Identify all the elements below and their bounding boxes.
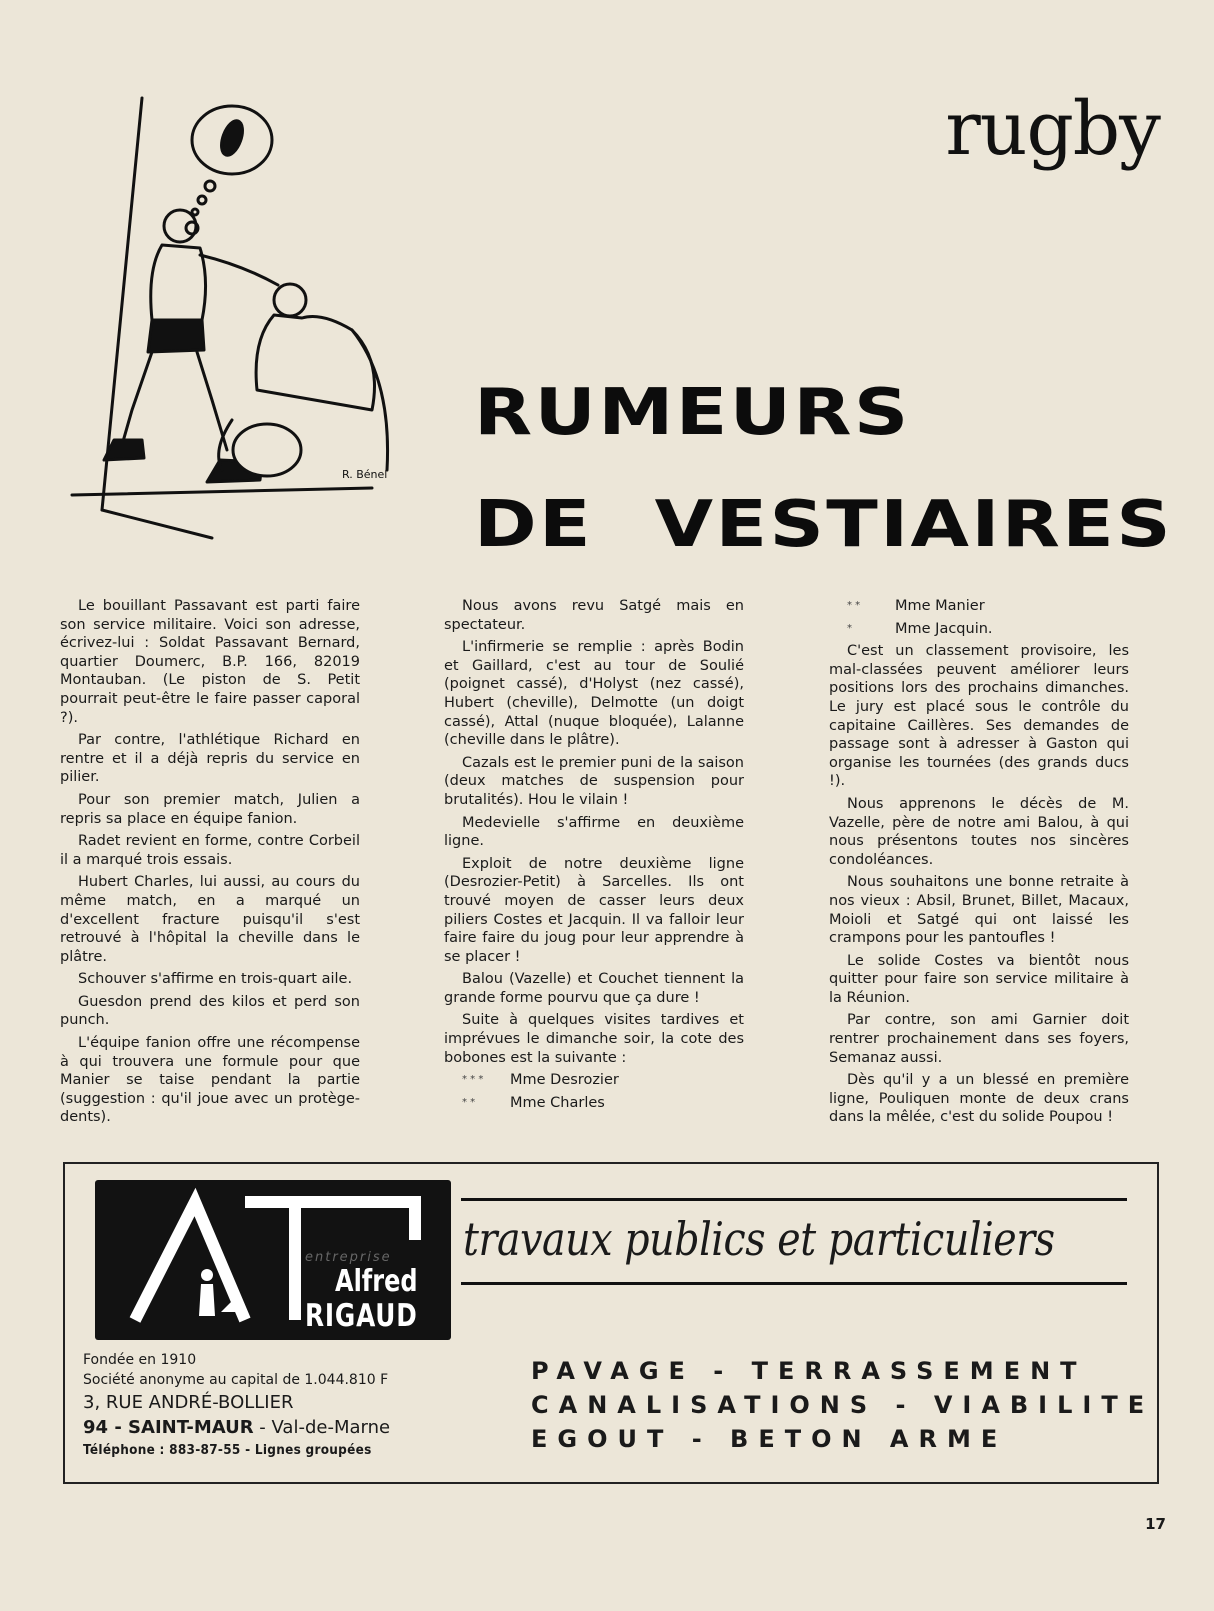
ranking-entry [444,1094,744,1113]
street-address: 3, RUE ANDRÉ-BOLLIER [83,1392,294,1413]
paragraph: L'équipe fanion offre une récompense à qui trouvera une formule pour que Manier se taise pendant la partie (suggestion : qu'il joue avec un protège-dents). [60,1035,360,1126]
bottom-rule [461,1282,1127,1285]
headline-line1: RUMEURS [474,376,911,450]
paragraph: Balou (Vazelle) et Couchet tiennent la grande forme pourvu que ça dure ! [444,971,744,1006]
paragraph: Nous souhaitons une bonne retraite à nos vieux : Absil, Brunet, Billet, Macaux, Moioli et Satgé qui ont laissé les crampons pour les pantoufles ! [829,874,1129,947]
logo-name-last: RIGAUD [305,1298,418,1334]
paragraph: Exploit de notre deuxième ligne (Desrozier-Petit) à Sarcelles. Ils ont trouvé moyen de casser leurs deux piliers Costes et Jacquin. Il va falloir leur faire faire du joug pour leur apprendre à se placer ! [444,855,744,965]
paragraph: Schouver s'affirme en trois-quart aile. [78,971,353,988]
paragraph: Dès qu'il y a un blessé en première ligne, Pouliquen monte de deux crans dans la mêlée, c'est du solide Poupou ! [829,1072,1129,1126]
ranking-name: Mme Desrozier [510,1072,619,1089]
paragraph: Nous apprenons le décès de M. Vazelle, père de notre ami Balou, à qui nous présentons toutes nos sincères condoléances. [829,795,1129,868]
ranking-entry [444,1071,744,1090]
paragraph: Medevielle s'affirme en deuxième ligne. [444,814,744,850]
advertisement-box [63,1162,1159,1484]
logo-subtitle: entreprise [305,1250,392,1265]
paragraph: Guesdon prend des kilos et perd son punch. [60,993,360,1029]
paragraph: Suite à quelques visites tardives et imprévues le dimanche soir, la cote des bobones est la suivante : [444,1012,744,1066]
service-line: PAVAGE - TERRASSEMENT [531,1357,1087,1385]
paragraph: Pour son premier match, Julien a repris sa place en équipe fanion. [60,791,360,827]
ranking-name: Mme Jacquin. [895,620,993,637]
services-list [531,1354,1154,1456]
ranking-entry [829,620,1129,639]
paragraph: Cazals est le premier puni de la saison (deux matches de suspension pour brutalités). Hou le vilain ! [444,754,744,808]
ranking-stars: * * [462,1096,476,1108]
company-logo [95,1180,451,1340]
ranking-stars: * * [847,600,861,611]
service-line: EGOUT - BETON ARME [531,1425,1008,1453]
service-line: CANALISATIONS - VIABILITE [531,1391,1155,1419]
paragraph: C'est un classement provisoire, les mal-classées peuvent améliorer leurs positions lors des prochains dimanches. Le jury est placé sous le contrôle du capitaine Caillères. Ses demandes de passage sont à adresser à Gaston qui organise les tournées (des grands ducs !). [829,643,1129,790]
company-details [83,1350,443,1461]
top-rule [461,1198,1127,1201]
founded-text: Fondée en 1910 [83,1352,197,1368]
ranking-stars: * * * [462,1074,484,1086]
city-line [83,1415,443,1440]
page-number: 17 [1145,1515,1166,1533]
paragraph: Le solide Costes va bientôt nous quitter pour faire son service militaire à la Réunion. [829,952,1129,1006]
ad-slogan: travaux publics et particuliers [463,1212,1055,1266]
city-code: 94 - SAINT-MAUR [83,1417,254,1438]
section-label: rugby [945,86,1160,172]
article-column-1 [60,597,360,1131]
cartoon-signature: R. Bénel [342,468,388,481]
paragraph: Par contre, son ami Garnier doit rentrer prochainement dans ses foyers, Semanaz aussi. [829,1012,1129,1066]
capital-text: Société anonyme au capital de 1.044.810 F [83,1372,389,1388]
paragraph: Par contre, l'athlétique Richard en rentre et il a déjà repris du service en pilier. [60,732,360,786]
logo-name-first: Alfred [335,1264,418,1299]
ranking-name: Mme Manier [895,598,985,614]
ranking-entry [829,597,1129,616]
article-column-2 [444,597,744,1116]
headline-line2: DE VESTIAIRES [474,488,1174,562]
article-column-3 [829,597,1129,1131]
paragraph: Le bouillant Passavant est parti faire son service militaire. Voici son adresse, écrivez-lui : Soldat Passavant Bernard, quartier Doumerc, B.P. 166, 82019 Montauban. (Le piston de S. Petit pourrait peut-être le faire passer caporal ?). [60,598,360,726]
rugby-cartoon-illustration [52,90,432,550]
paragraph: Radet revient en forme, contre Corbeil il a marqué trois essais. [60,833,360,868]
paragraph: Hubert Charles, lui aussi, au cours du même match, en a marqué un d'excellent fracture puisqu'il s'est retrouvé à l'hôpital la cheville dans le plâtre. [60,874,360,965]
city-region: - Val-de-Marne [253,1417,391,1438]
paragraph: L'infirmerie se remplie : après Bodin et Gaillard, c'est au tour de Soulié (poignet cassé), d'Holyst (nez cassé), Hubert (cheville), Delmotte (un doigt cassé), Attal (nuque bloquée), Lalanne (cheville dans le plâtre). [444,639,744,749]
ranking-name: Mme Charles [510,1094,605,1111]
ranking-stars: * [847,622,852,634]
paragraph: Nous avons revu Satgé mais en spectateur. [444,598,744,633]
phone-line: Téléphone : 883-87-55 - Lignes groupées [83,1443,372,1458]
